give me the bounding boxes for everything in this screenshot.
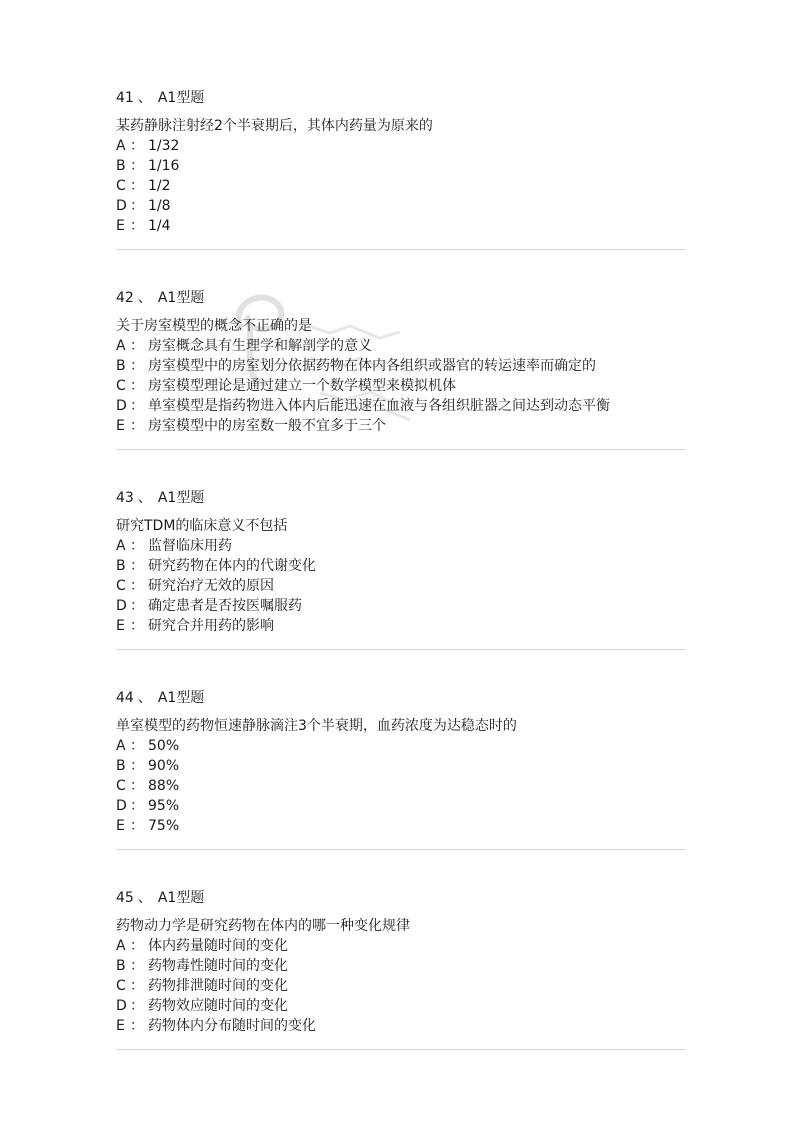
option-colon: ： bbox=[130, 358, 144, 374]
option-d bbox=[116, 796, 686, 816]
option-letter: E bbox=[116, 418, 125, 434]
option-colon: ： bbox=[130, 778, 144, 794]
option-e bbox=[116, 416, 686, 436]
question-header bbox=[116, 488, 686, 508]
option-text: 单室模型是指药物进入体内后能迅速在血液与各组织脏器之间达到动态平衡 bbox=[148, 398, 610, 414]
option-text: 50% bbox=[148, 738, 180, 754]
option-b bbox=[116, 756, 686, 776]
question-type: A1型题 bbox=[157, 290, 205, 306]
option-letter: B bbox=[116, 758, 126, 774]
option-d bbox=[116, 396, 686, 416]
option-text: 体内药量随时间的变化 bbox=[148, 938, 288, 954]
question-stem: 某药静脉注射经2个半衰期后，其体内药量为原来的 bbox=[116, 118, 433, 134]
option-d bbox=[116, 196, 686, 216]
option-e bbox=[116, 816, 686, 836]
option-colon: ： bbox=[130, 618, 144, 634]
option-colon: ： bbox=[130, 818, 144, 834]
option-letter: E bbox=[116, 218, 125, 234]
option-letter: B bbox=[116, 358, 126, 374]
option-b bbox=[116, 956, 686, 976]
divider bbox=[116, 849, 686, 850]
option-text: 药物体内分布随时间的变化 bbox=[148, 1018, 316, 1034]
option-letter: A bbox=[116, 938, 126, 954]
question-separator: 、 bbox=[137, 690, 152, 706]
option-colon: ： bbox=[130, 418, 144, 434]
divider bbox=[116, 249, 686, 250]
option-text: 研究药物在体内的代谢变化 bbox=[148, 558, 316, 574]
option-e bbox=[116, 216, 686, 236]
question-41 bbox=[116, 88, 686, 236]
divider bbox=[116, 449, 686, 450]
option-text: 90% bbox=[148, 758, 180, 774]
option-e bbox=[116, 616, 686, 636]
question-separator: 、 bbox=[137, 490, 152, 506]
option-text: 药物效应随时间的变化 bbox=[148, 998, 288, 1014]
question-separator: 、 bbox=[137, 90, 152, 106]
option-colon: ： bbox=[130, 938, 144, 954]
option-colon: ： bbox=[130, 178, 144, 194]
question-number: 42 bbox=[116, 290, 134, 306]
option-d bbox=[116, 996, 686, 1016]
option-text: 1/2 bbox=[148, 178, 171, 194]
option-colon: ： bbox=[130, 738, 144, 754]
option-b bbox=[116, 156, 686, 176]
option-colon: ： bbox=[130, 218, 144, 234]
option-colon: ： bbox=[130, 138, 144, 154]
option-a bbox=[116, 136, 686, 156]
option-text: 研究治疗无效的原因 bbox=[148, 578, 274, 594]
option-letter: B bbox=[116, 158, 126, 174]
option-letter: D bbox=[116, 398, 127, 414]
option-letter: A bbox=[116, 738, 126, 754]
question-header bbox=[116, 688, 686, 708]
option-d bbox=[116, 596, 686, 616]
option-c bbox=[116, 776, 686, 796]
question-42 bbox=[116, 288, 686, 436]
option-text: 房室概念具有生理学和解剖学的意义 bbox=[148, 338, 372, 354]
option-e bbox=[116, 1016, 686, 1036]
question-43 bbox=[116, 488, 686, 636]
option-b bbox=[116, 556, 686, 576]
option-letter: C bbox=[116, 378, 126, 394]
option-colon: ： bbox=[130, 958, 144, 974]
question-header bbox=[116, 888, 686, 908]
question-type: A1型题 bbox=[157, 490, 205, 506]
option-text: 房室模型理论是通过建立一个数学模型来模拟机体 bbox=[148, 378, 456, 394]
question-number: 44 bbox=[116, 690, 134, 706]
option-text: 研究合并用药的影响 bbox=[148, 618, 274, 634]
option-letter: A bbox=[116, 538, 126, 554]
option-text: 药物排泄随时间的变化 bbox=[148, 978, 288, 994]
option-letter: A bbox=[116, 338, 126, 354]
option-colon: ： bbox=[130, 1018, 144, 1034]
option-letter: B bbox=[116, 958, 126, 974]
question-number: 43 bbox=[116, 490, 134, 506]
option-letter: C bbox=[116, 778, 126, 794]
option-b bbox=[116, 356, 686, 376]
option-text: 1/32 bbox=[148, 138, 180, 154]
question-stem: 药物动力学是研究药物在体内的哪一种变化规律 bbox=[116, 918, 410, 934]
option-text: 75% bbox=[148, 818, 180, 834]
option-text: 房室模型中的房室划分依据药物在体内各组织或器官的转运速率而确定的 bbox=[148, 358, 596, 374]
question-separator: 、 bbox=[137, 290, 152, 306]
divider bbox=[116, 1049, 686, 1050]
option-letter: D bbox=[116, 198, 127, 214]
option-colon: ： bbox=[130, 338, 144, 354]
option-colon: ： bbox=[130, 598, 144, 614]
option-letter: A bbox=[116, 138, 126, 154]
option-colon: ： bbox=[130, 538, 144, 554]
option-colon: ： bbox=[130, 398, 144, 414]
option-text: 监督临床用药 bbox=[148, 538, 232, 554]
option-colon: ： bbox=[130, 998, 144, 1014]
option-text: 1/8 bbox=[148, 198, 171, 214]
option-text: 95% bbox=[148, 798, 180, 814]
divider bbox=[116, 649, 686, 650]
question-type: A1型题 bbox=[157, 890, 205, 906]
option-text: 确定患者是否按医嘱服药 bbox=[148, 598, 302, 614]
option-text: 1/16 bbox=[148, 158, 180, 174]
option-text: 1/4 bbox=[148, 218, 171, 234]
option-letter: B bbox=[116, 558, 126, 574]
option-c bbox=[116, 376, 686, 396]
option-colon: ： bbox=[130, 378, 144, 394]
option-colon: ： bbox=[130, 758, 144, 774]
option-c bbox=[116, 176, 686, 196]
option-colon: ： bbox=[130, 578, 144, 594]
option-colon: ： bbox=[130, 978, 144, 994]
option-text: 88% bbox=[148, 778, 180, 794]
question-stem: 关于房室模型的概念不正确的是 bbox=[116, 318, 312, 334]
option-letter: D bbox=[116, 798, 127, 814]
question-type: A1型题 bbox=[157, 690, 205, 706]
question-stem: 单室模型的药物恒速静脉滴注3个半衰期，血药浓度为达稳态时的 bbox=[116, 718, 517, 734]
option-text: 药物毒性随时间的变化 bbox=[148, 958, 288, 974]
option-a bbox=[116, 736, 686, 756]
option-letter: D bbox=[116, 598, 127, 614]
option-colon: ： bbox=[130, 158, 144, 174]
option-a bbox=[116, 336, 686, 356]
question-number: 41 bbox=[116, 90, 134, 106]
question-separator: 、 bbox=[137, 890, 152, 906]
option-letter: C bbox=[116, 978, 126, 994]
option-letter: C bbox=[116, 178, 126, 194]
option-colon: ： bbox=[130, 558, 144, 574]
question-header bbox=[116, 88, 686, 108]
question-number: 45 bbox=[116, 890, 134, 906]
option-colon: ： bbox=[130, 198, 144, 214]
option-letter: E bbox=[116, 1018, 125, 1034]
option-c bbox=[116, 976, 686, 996]
question-45 bbox=[116, 888, 686, 1036]
question-type: A1型题 bbox=[157, 90, 205, 106]
question-header bbox=[116, 288, 686, 308]
question-stem: 研究TDM的临床意义不包括 bbox=[116, 518, 288, 534]
option-letter: D bbox=[116, 998, 127, 1014]
option-letter: E bbox=[116, 818, 125, 834]
option-letter: E bbox=[116, 618, 125, 634]
option-letter: C bbox=[116, 578, 126, 594]
option-text: 房室模型中的房室数一般不宜多于三个 bbox=[148, 418, 386, 434]
question-44 bbox=[116, 688, 686, 836]
option-a bbox=[116, 536, 686, 556]
option-a bbox=[116, 936, 686, 956]
option-colon: ： bbox=[130, 798, 144, 814]
option-c bbox=[116, 576, 686, 596]
